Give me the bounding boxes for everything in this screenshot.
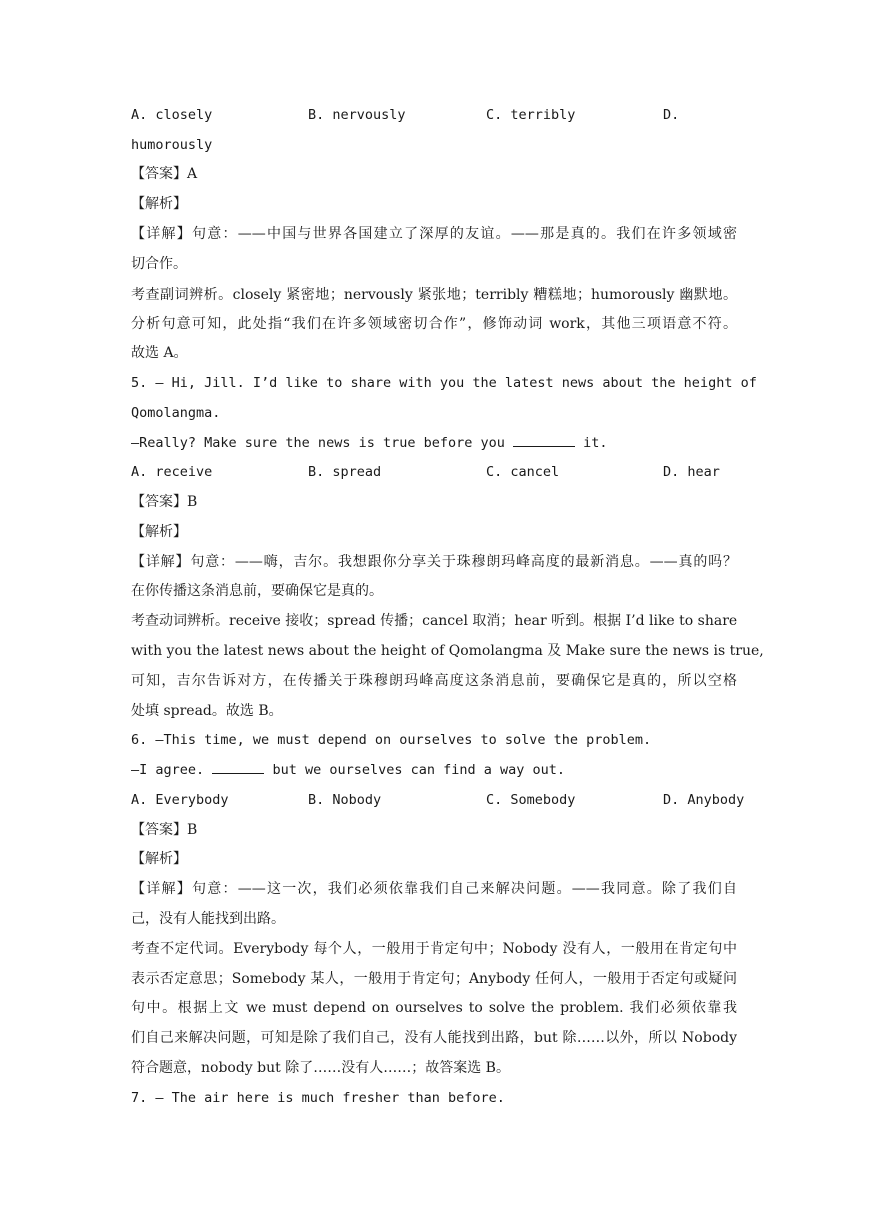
q4-option-a: A. closely — [131, 107, 213, 123]
q4-detail-line-2: 切合作。 — [131, 256, 187, 272]
q5-option-d: D. hear — [663, 464, 720, 480]
q6-answer: 【答案】B — [131, 822, 198, 838]
q6-explanation-line-2: 表示否定意思；Somebody 某人，一般用于肯定句；Anybody 任何人，一般用于否定句或疑问 — [131, 971, 737, 987]
q5-explanation-line-1: 考查动词辨析。receive 接收；spread 传播；cancel 取消；hear 听到。根据 I’d like to share — [131, 613, 738, 629]
q6-options — [131, 789, 745, 811]
q5-explanation-line-2: with you the latest news about the height of Qomolangma 及 Make sure the news is true, — [131, 643, 764, 659]
q5-analysis-label: 【解析】 — [131, 524, 187, 540]
q5-detail-line-2: 在你传播这条消息前，要确保它是真的。 — [131, 583, 383, 599]
answer-blank — [513, 432, 575, 447]
q4-options — [131, 104, 737, 126]
q6-analysis-label: 【解析】 — [131, 851, 187, 867]
q6-detail-line-1: 【详解】句意：——这一次，我们必须依靠我们自己来解决问题。——我同意。除了我们自 — [131, 881, 737, 897]
q6-explanation-line-1: 考查不定代词。Everybody 每个人，一般用于肯定句中；Nobody 没有人，一般用在肯定句中 — [131, 941, 737, 957]
answer-blank — [212, 759, 264, 774]
q4-option-c: C. terribly — [486, 107, 576, 123]
q6-explanation-line-3: 句中。根据上文 we must depend on ourselves to solve the problem. 我们必须依靠我 — [131, 1000, 737, 1016]
q4-analysis-label: 【解析】 — [131, 196, 187, 212]
q6-option-c: C. Somebody — [486, 792, 576, 808]
q4-option-d: D. — [663, 107, 680, 123]
q5-option-b: B. spread — [308, 464, 382, 480]
q4-explanation-line-1: 考查副词辨析。closely 紧密地；nervously 紧张地；terribly 糟糕地；humorously 幽默地。 — [131, 287, 737, 303]
q5-stem-line-3: —Really? Make sure the news is true before you it. — [131, 432, 608, 454]
q5-explanation-line-3: 可知，吉尔告诉对方，在传播关于珠穆朗玛峰高度这条消息前，要确保它是真的，所以空格 — [131, 673, 737, 689]
q6-explanation-line-4: 们自己来解决问题，可知是除了我们自己，没有人能找到出路，but 除……以外，所以 Nobody — [131, 1030, 737, 1046]
q6-explanation-line-5: 符合题意，nobody but 除了……没有人……；故答案选 B。 — [131, 1060, 510, 1076]
q6-stem-line-2: —I agree. but we ourselves can find a way out. — [131, 759, 565, 781]
q5-stem-line-1: 5. — Hi, Jill. I’d like to share with you the latest news about the height of — [131, 375, 757, 391]
q5-option-c: C. cancel — [486, 464, 560, 480]
q4-explanation-line-2: 分析句意可知，此处指“我们在许多领域密切合作”，修饰动词 work，其他三项语意不符。 — [131, 316, 737, 332]
q5-answer: 【答案】B — [131, 494, 198, 510]
q4-option-b: B. nervously — [308, 107, 406, 123]
q5-explanation-line-4: 处填 spread。故选 B。 — [131, 703, 283, 719]
q5-detail-line-1: 【详解】句意：——嗨，吉尔。我想跟你分享关于珠穆朗玛峰高度的最新消息。——真的吗？ — [131, 554, 737, 570]
q4-option-d-text: humorously — [131, 137, 213, 153]
q6-detail-line-2: 己，没有人能找到出路。 — [131, 911, 285, 927]
q4-explanation-line-3: 故选 A。 — [131, 345, 188, 361]
q4-answer: 【答案】A — [131, 166, 198, 182]
q5-options — [131, 461, 737, 483]
q5-stem-line-2: Qomolangma. — [131, 405, 221, 421]
q7-stem-line-1: 7. — The air here is much fresher than before. — [131, 1090, 505, 1106]
q6-option-d: D. Anybody — [663, 792, 745, 808]
q6-option-b: B. Nobody — [308, 792, 382, 808]
q4-detail-line-1: 【详解】句意：——中国与世界各国建立了深厚的友谊。——那是真的。我们在许多领域密 — [131, 226, 737, 242]
q5-option-a: A. receive — [131, 464, 213, 480]
q6-stem-line-1: 6. —This time, we must depend on ourselves to solve the problem. — [131, 732, 652, 748]
q6-option-a: A. Everybody — [131, 792, 229, 808]
